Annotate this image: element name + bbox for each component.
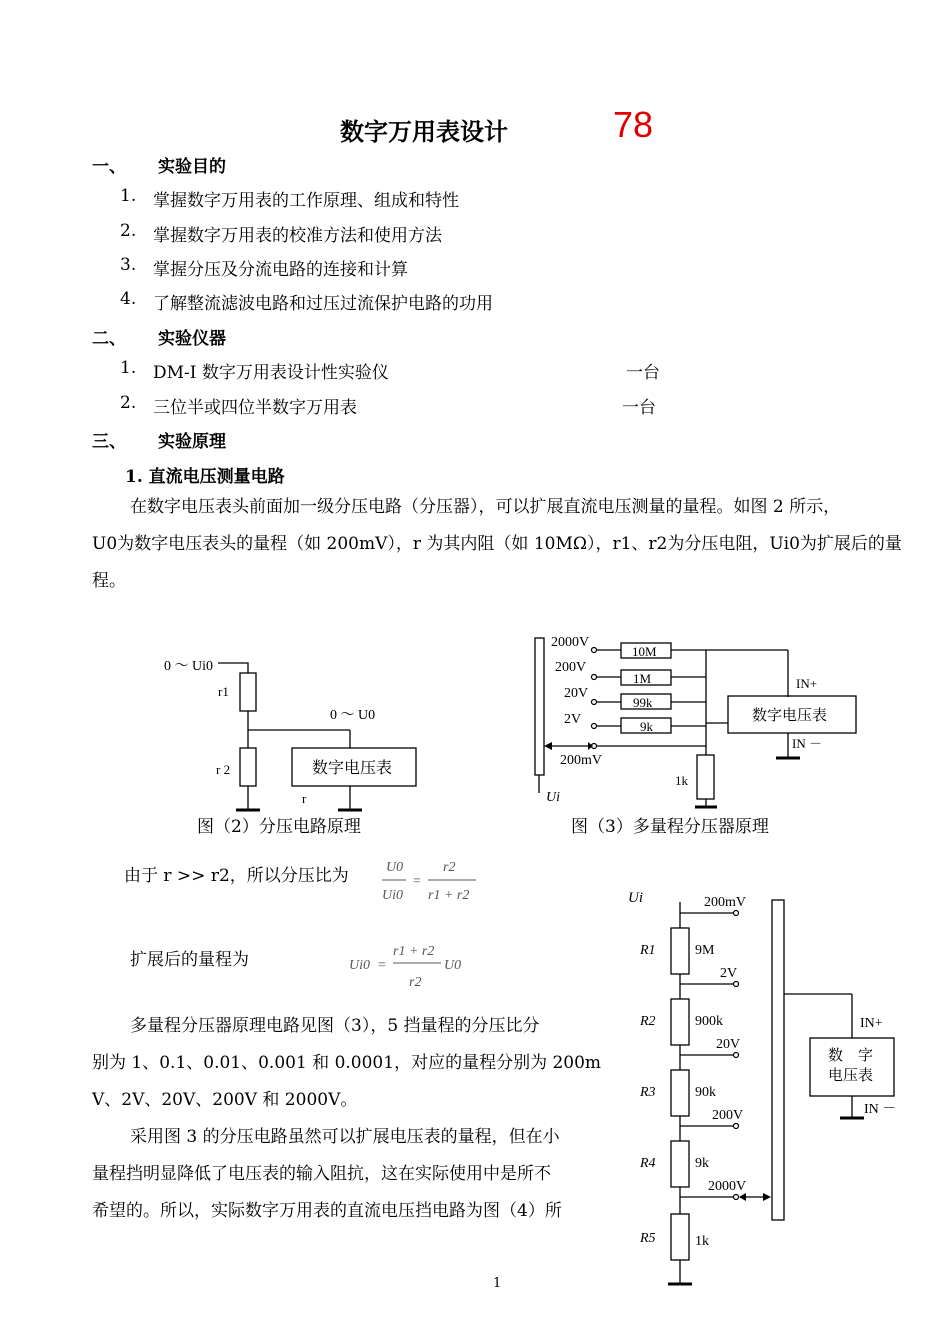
section1-heading: 实验目的 <box>158 157 226 177</box>
fig4-r5-name: R5 <box>640 1231 656 1246</box>
fig2-r2-label: r 2 <box>216 762 231 777</box>
fig4-range-20v: 20V <box>716 1037 741 1052</box>
s1-item-4: 了解整流滤波电路和过压过流保护电路的功用 <box>153 294 493 314</box>
s1-item-3-num: 3. <box>120 255 137 275</box>
s2-item-2-num: 2. <box>120 393 137 413</box>
para1-line1: 在数字电压表头前面加一级分压电路（分压器），可以扩展直流电压测量的量程。如图 2 所示， <box>130 497 841 517</box>
fig2-meter-label: 数字电压表 <box>312 760 393 777</box>
page-number: 1 <box>493 1276 502 1291</box>
fig4-r2-name: R2 <box>640 1014 656 1029</box>
fig3-range-200mv: 200mV <box>560 753 602 768</box>
para3-line3: 希望的。所以，实际数字万用表的直流电压挡电路为图（4）所 <box>92 1201 562 1221</box>
section3-number: 三、 <box>92 432 126 452</box>
fig4-r4-name: R4 <box>640 1156 656 1171</box>
section1-number: 一、 <box>92 157 126 177</box>
page-title: 数字万用表设计 <box>340 117 508 146</box>
fig3-in-plus: IN+ <box>796 676 818 691</box>
fig3-meter-label: 数字电压表 <box>752 708 828 724</box>
s1-item-2: 掌握数字万用表的校准方法和使用方法 <box>153 226 442 246</box>
fig3-range-200v: 200V <box>555 660 587 675</box>
fig3-res-9k: 9k <box>640 719 653 734</box>
subsection-dc-voltage: 1. 直流电压测量电路 <box>125 467 285 487</box>
s1-item-2-num: 2. <box>120 221 137 241</box>
s2-item-1-num: 1. <box>120 358 137 378</box>
fig3-res-1m: 1M <box>633 671 652 686</box>
figure-4-dc-voltage-circuit <box>620 880 920 1290</box>
fig3-range-20v: 20V <box>564 686 589 701</box>
fig4-in-plus: IN+ <box>860 1016 883 1031</box>
s2-item-1-qty: 一台 <box>626 363 660 383</box>
fig4-meter-line2: 电压表 <box>828 1068 874 1084</box>
section2-heading: 实验仪器 <box>158 329 226 349</box>
s1-item-1-num: 1. <box>120 186 137 206</box>
formula-divider-ratio <box>378 852 488 910</box>
para2-line3: V、2V、20V、200V 和 2000V。 <box>92 1090 358 1110</box>
fig4-r1-value: 9M <box>695 943 715 958</box>
range-text: 扩展后的量程为 <box>130 950 249 970</box>
svg-text:=: = <box>378 958 386 973</box>
section3-heading: 实验原理 <box>158 432 226 452</box>
title-number: 78 <box>613 104 654 145</box>
fig2-output-label: 0 ～ U0 <box>330 708 376 723</box>
para2-line2: 别为 1、0.1、0.01、0.001 和 0.0001，对应的量程分别为 200m <box>92 1053 602 1073</box>
formula1-lhs-den: Ui0 <box>382 888 403 903</box>
fig3-res-10m: 10M <box>632 644 657 659</box>
fig3-in-minus: IN － <box>792 736 822 751</box>
formula2-tail: U0 <box>444 958 462 973</box>
figure-3-multirange-divider <box>530 625 870 815</box>
fig4-r1-name: R1 <box>640 943 656 958</box>
fig3-res-1k: 1k <box>675 773 688 788</box>
fig4-r3-value: 90k <box>695 1085 716 1100</box>
fig3-ui-label: Ui <box>546 790 560 805</box>
formula1-rhs-den: r1 + r2 <box>428 888 470 903</box>
s1-item-1: 掌握数字万用表的工作原理、组成和特性 <box>153 191 459 211</box>
para1-line2: U0为数字电压表头的量程（如 200mV），r 为其内阻（如 10MΩ），r1、r2为分压电阻，Ui0为扩展后的量 <box>92 534 902 554</box>
s1-item-3: 掌握分压及分流电路的连接和计算 <box>153 260 408 280</box>
formula1-rhs-num: r2 <box>443 860 456 875</box>
fig4-range-2000v: 2000V <box>708 1179 747 1194</box>
fig4-r5-value: 1k <box>695 1234 709 1249</box>
fig4-ui-label: Ui <box>628 890 643 906</box>
formula1-lhs-num: U0 <box>386 860 404 875</box>
para3-line1: 采用图 3 的分压电路虽然可以扩展电压表的量程，但在小 <box>130 1127 560 1147</box>
fig4-range-200v: 200V <box>712 1108 744 1123</box>
s2-item-1: DM-Ⅰ 数字万用表设计性实验仪 <box>153 363 389 383</box>
para2-line1: 多量程分压器原理电路见图（3），5 挡量程的分压比分 <box>130 1016 540 1036</box>
fig4-r4-value: 9k <box>695 1156 709 1171</box>
fig4-in-minus: IN － <box>864 1102 897 1117</box>
fig2-input-label: 0 ～ Ui0 <box>164 659 213 674</box>
ratio-text: 由于 r >> r2，所以分压比为 <box>124 866 349 886</box>
formula-extended-range <box>345 938 485 994</box>
fig4-meter-line1: 数 字 <box>828 1048 874 1064</box>
fig4-range-2v: 2V <box>720 966 738 981</box>
fig2-r-label: r <box>302 791 307 806</box>
fig3-range-2v: 2V <box>564 712 582 727</box>
section2-number: 二、 <box>92 329 126 349</box>
para3-line2: 量程挡明显降低了电压表的输入阻抗，这在实际使用中是所不 <box>92 1164 551 1184</box>
fig3-caption: 图（3）多量程分压器原理 <box>571 817 769 837</box>
formula2-lhs: Ui0 <box>349 958 370 973</box>
fig4-r2-value: 900k <box>695 1014 723 1029</box>
s1-item-4-num: 4. <box>120 289 137 309</box>
fig4-range-200mv: 200mV <box>704 895 746 910</box>
para1-line3: 程。 <box>92 571 126 591</box>
s2-item-2-qty: 一台 <box>622 398 656 418</box>
formula2-den: r2 <box>409 975 422 990</box>
s2-item-2: 三位半或四位半数字万用表 <box>153 398 357 418</box>
fig3-range-2000v: 2000V <box>551 635 590 650</box>
svg-text:=: = <box>413 874 421 889</box>
formula2-num: r1 + r2 <box>393 944 435 959</box>
fig3-res-99k: 99k <box>633 695 653 710</box>
fig2-r1-label: r1 <box>218 684 229 699</box>
fig4-r3-name: R3 <box>640 1085 656 1100</box>
fig2-caption: 图（2）分压电路原理 <box>197 817 361 837</box>
